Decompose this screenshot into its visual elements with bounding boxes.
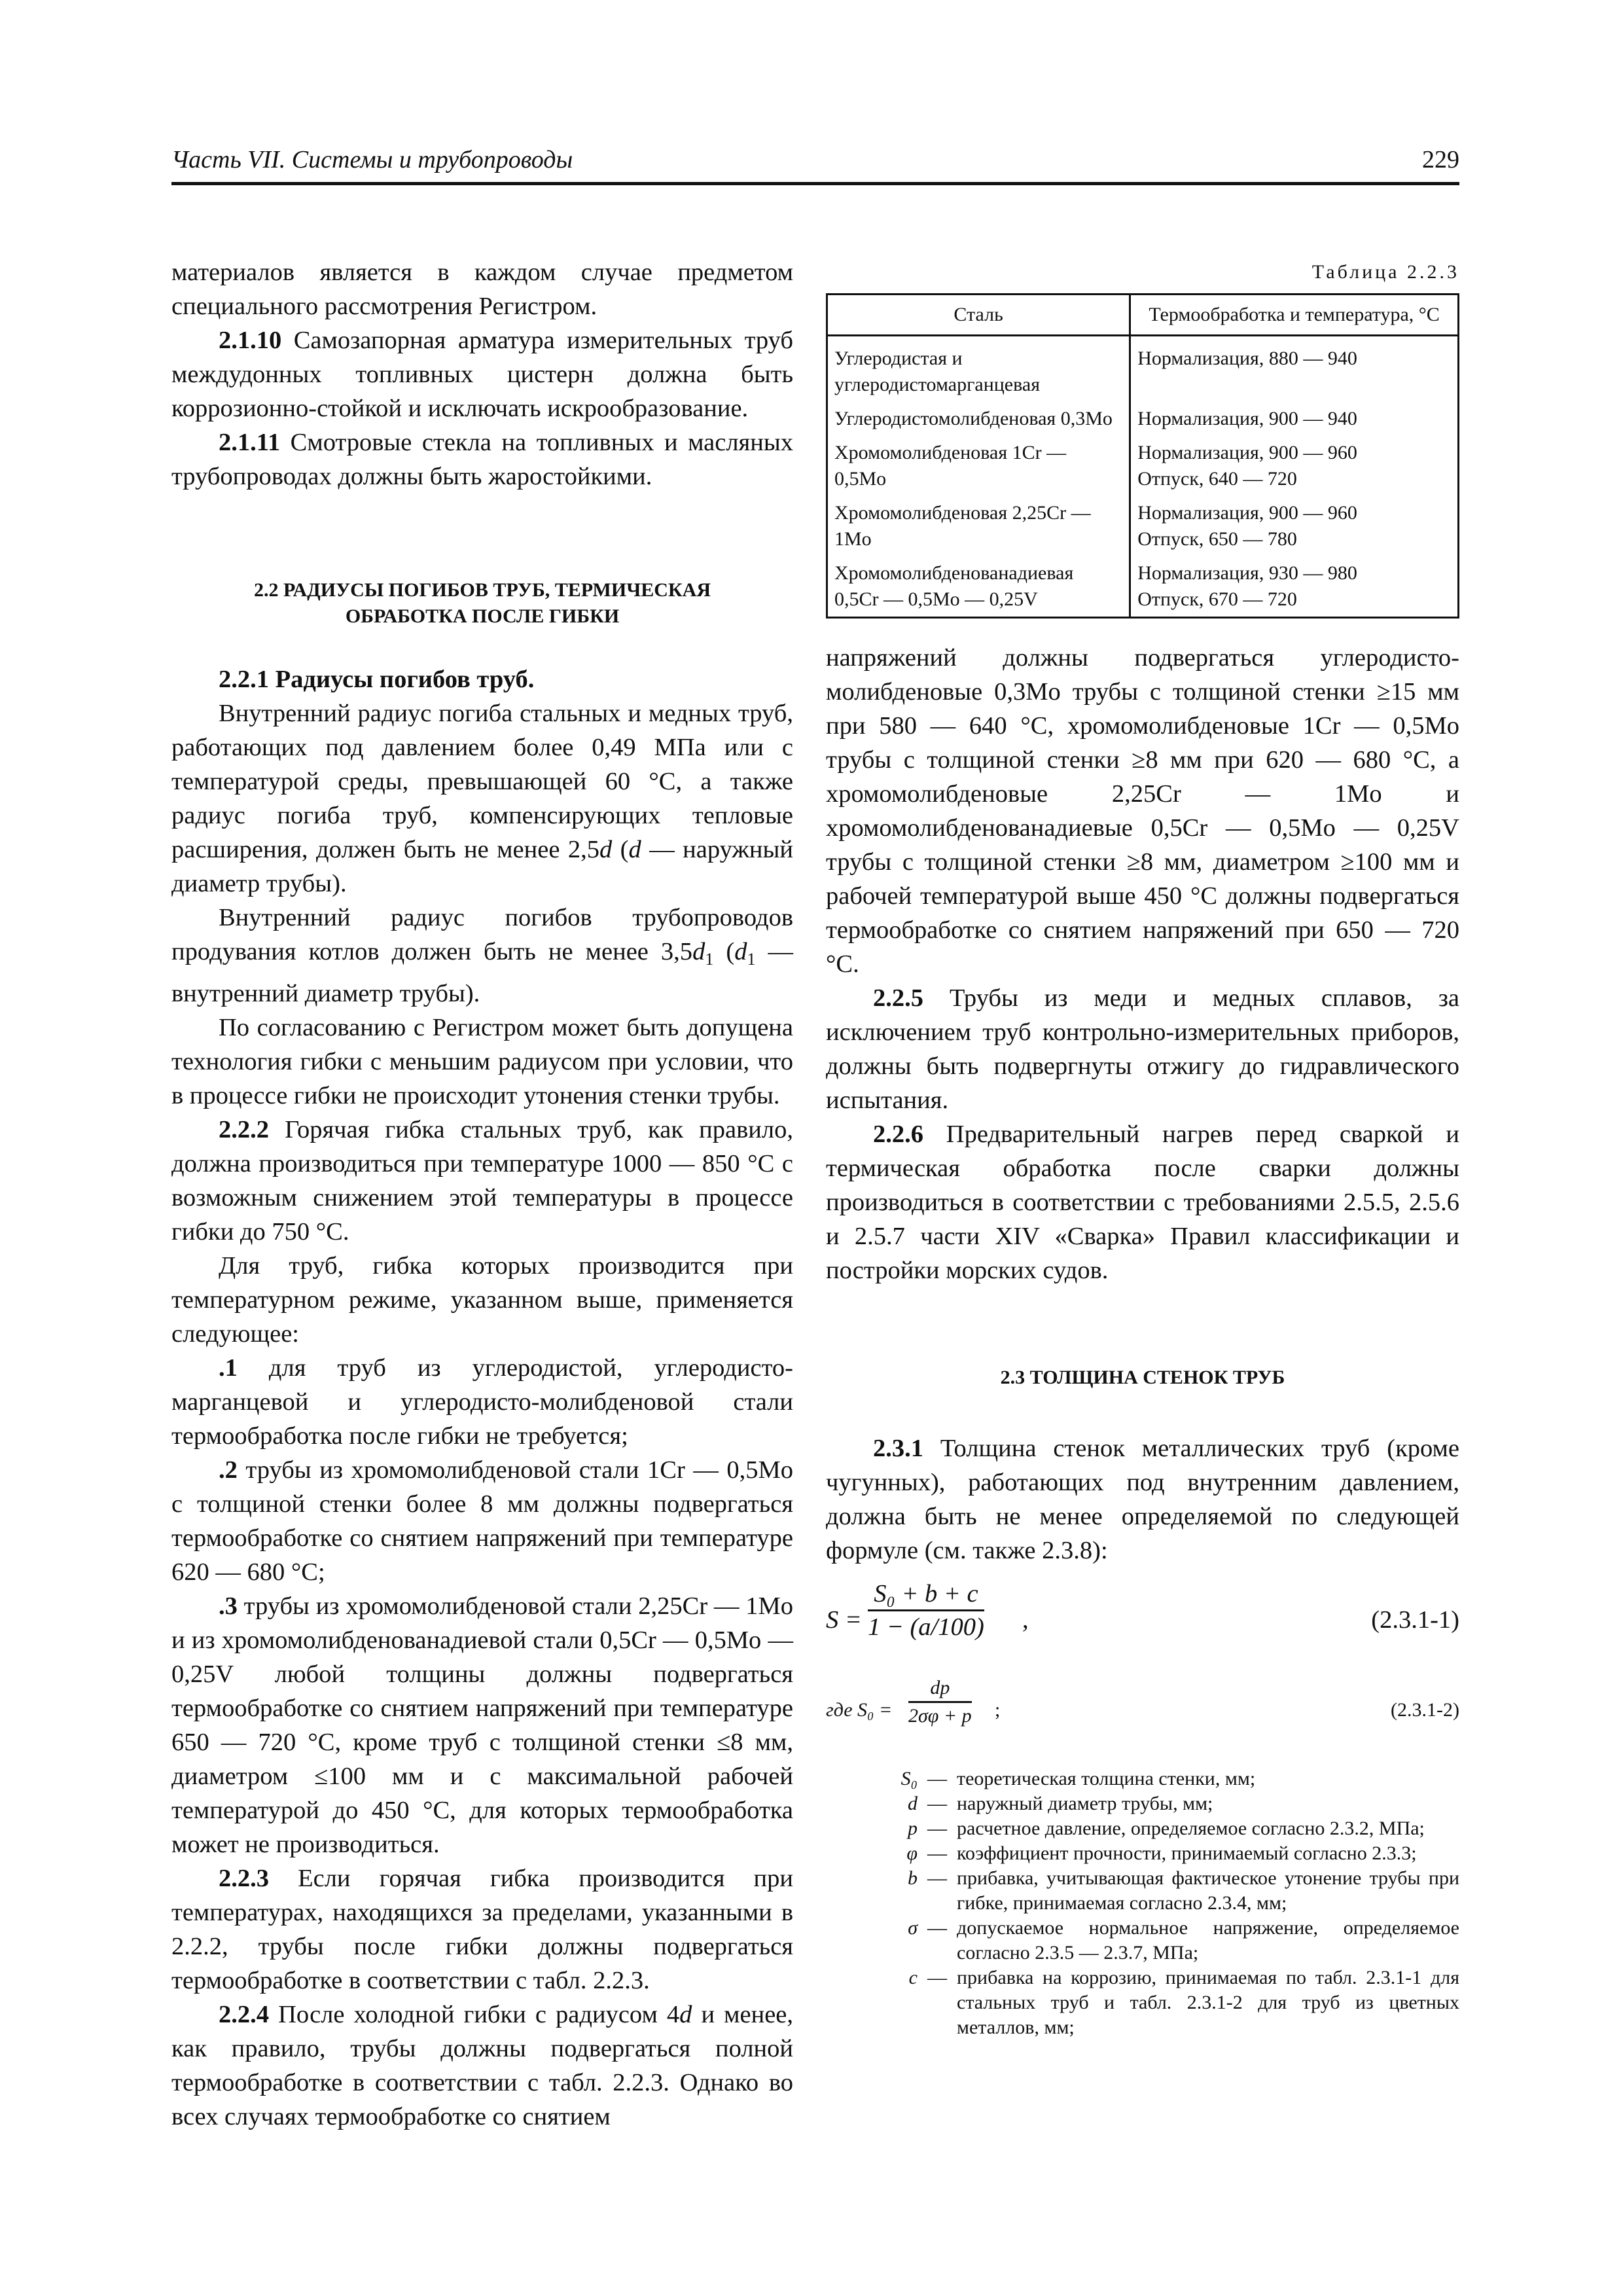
- table-cell: Углеродистая и углеродистомарганцевая: [827, 336, 1130, 403]
- item-text: для труб из углеродистой, углеродисто-марганцевой и углеродисто-молибденовой стали термообработка после гибки не требуется;: [171, 1354, 793, 1450]
- section-heading: 2.3 ТОЛЩИНА СТЕНОК ТРУБ: [1000, 1367, 1285, 1388]
- legend-dash: —: [927, 1768, 947, 1789]
- text: Внутренний радиус погиба стальных и медных труб, работающих под давлением более 0,49 МПа или с температурой среды, превышающей 60 °С, а также радиус погиба труб, компенсирующих тепловые расширения, должен быть не менее 2,5: [171, 700, 793, 863]
- table-cell: Нормализация, 880 — 940: [1130, 336, 1459, 403]
- item-number: .2: [219, 1456, 238, 1484]
- page-number: 229: [1422, 146, 1459, 173]
- symbol: d: [734, 938, 747, 965]
- legend-row: [826, 1965, 1459, 2040]
- legend-text: наружный диаметр трубы, мм;: [957, 1793, 1213, 1814]
- table-cell: [1130, 556, 1459, 618]
- item-text: трубы из хромомолибденовой стали 1Cr — 0,5Mo с толщиной стенки более 8 мм должны подвергаться термообработке со снятием напряжений при температуре 620 — 680 °С;: [171, 1456, 793, 1586]
- legend-dash: —: [927, 1793, 947, 1814]
- symbol-legend: [826, 1767, 1459, 2040]
- table-row: [827, 436, 1459, 496]
- table-cell: Нормализация, 900 — 940: [1130, 402, 1459, 436]
- table-cell: Хромомолибденовая 1Cr — 0,5Mo: [827, 436, 1130, 496]
- clause-number: 2.3.1: [873, 1435, 923, 1462]
- legend-dash: —: [927, 1867, 947, 1889]
- table-row: [827, 402, 1459, 436]
- legend-text: теоретическая толщина стенки, мм;: [957, 1768, 1256, 1789]
- heat-treatment-table: [826, 293, 1459, 619]
- clause-text: Предварительный нагрев перед сваркой и термическая обработка после сварки должны производиться в соответствии с требованиями 2.5.5, 2.5.6 и 2.5.7 части XIV «Сварка» Правил классификации и постройки морских судов.: [826, 1121, 1459, 1284]
- paragraph: [171, 901, 793, 1011]
- clause-number: 2.2.6: [873, 1121, 923, 1148]
- legend-text: прибавка на коррозию, принимаемая по табл. 2.3.1-1 для стальных труб и табл. 2.3.1-2 для труб из цветных металлов, мм;: [957, 1967, 1459, 2038]
- list-item: [171, 1589, 793, 1861]
- clause-text: Трубы из меди и медных сплавов, за исключением труб контрольно-измерительных приборов, должны быть подвергнуты отжигу до гидравлического испытания.: [826, 984, 1459, 1114]
- legend-row: [826, 1841, 1459, 1866]
- clause-text: Горячая гибка стальных труб, как правило, должна производиться при температуре 1000 — 850 °С с возможным снижением этой температуры в процессе гибки до 750 °С.: [171, 1116, 793, 1246]
- subsection-heading: [171, 662, 793, 696]
- table-cell: Хромомолибденовая 2,25Cr — 1Mo: [827, 496, 1130, 556]
- paragraph: [826, 981, 1459, 1117]
- table-header-treatment: Термообработка и температура, °С: [1130, 295, 1459, 336]
- left-column: [171, 255, 793, 2134]
- legend-row: [826, 1767, 1459, 1791]
- cell-line: Нормализация, 900 — 960: [1137, 442, 1357, 463]
- legend-dash: —: [927, 1818, 947, 1839]
- right-column: [826, 255, 1459, 2040]
- legend-symbol: b: [908, 1867, 918, 1889]
- clause-text: Если горячая гибка производится при температурах, находящихся за пределами, указанными в 2.2.2, трубы после гибки должны подвергаться термообработке в соответствии с табл. 2.2.3.: [171, 1865, 793, 1994]
- legend-symbol: c: [908, 1967, 918, 1988]
- text: (: [612, 836, 629, 863]
- symbol: d: [628, 836, 641, 863]
- text: (: [713, 938, 735, 965]
- clause-number: 2.2.4: [219, 2001, 269, 2028]
- paragraph: По согласованию с Регистром может быть допущена технология гибки с меньшим радиусом при условии, что в процессе гибки не происходит утонения стенки трубы.: [171, 1014, 793, 1109]
- item-number: .1: [219, 1354, 238, 1382]
- legend-symbol: d: [908, 1793, 918, 1814]
- table-cell: [1130, 496, 1459, 556]
- table-cell: [1130, 436, 1459, 496]
- legend-symbol: p: [908, 1818, 918, 1839]
- legend-symbol: φ: [906, 1842, 918, 1864]
- clause-number: 2.1.10: [219, 327, 282, 354]
- legend-text: прибавка, учитывающая фактическое утонение трубы при гибке, принимаемая согласно 2.3.4, мм;: [957, 1867, 1459, 1914]
- list-item: [171, 1453, 793, 1589]
- symbol: d: [692, 938, 705, 965]
- symbol: d: [599, 836, 613, 863]
- table-caption: Таблица 2.2.3: [1311, 261, 1459, 283]
- formula-lhs: где S₀ =: [826, 1699, 893, 1721]
- clause-number: 2.2.3: [219, 1865, 269, 1892]
- paragraph: [171, 1861, 793, 1998]
- formula-2-3-1-2: [826, 1675, 1459, 1747]
- legend-text: допускаемое нормальное напряжение, определяемое согласно 2.3.5 — 2.3.7, МПа;: [957, 1917, 1459, 1964]
- legend-dash: —: [927, 1967, 947, 1988]
- equation-number: (2.3.1-1): [1371, 1606, 1459, 1634]
- paragraph: [826, 1117, 1459, 1287]
- cell-line: Нормализация, 930 — 980: [1137, 562, 1357, 584]
- formula-2-3-1-1: [826, 1578, 1459, 1663]
- text: и менее, как правило, трубы должны подвергаться полной термообработке в соответствии с табл. 2.2.3. Однако во всех случаях термообработке со снятием: [171, 2001, 793, 2130]
- cell-line: Нормализация, 900 — 960: [1137, 502, 1357, 524]
- clause-number: 2.2.2: [219, 1116, 269, 1143]
- text: Внутренний радиус погибов трубопроводов продувания котлов должен быть не менее 3,5: [171, 904, 793, 965]
- formula-tail: ;: [995, 1699, 1001, 1721]
- legend-row: [826, 1916, 1459, 1965]
- legend-row: [826, 1791, 1459, 1816]
- fraction-numerator: dp: [908, 1675, 972, 1703]
- text: — наружный диаметр трубы).: [171, 836, 793, 897]
- formula-lhs: S =: [826, 1606, 862, 1634]
- legend-dash: —: [927, 1842, 947, 1864]
- formula-fraction: [908, 1675, 972, 1729]
- paragraph: [826, 1431, 1459, 1568]
- legend-symbol: σ: [908, 1917, 918, 1939]
- paragraph: [171, 425, 793, 493]
- equation-number: (2.3.1-2): [1391, 1699, 1459, 1721]
- legend-text: расчетное давление, определяемое согласно 2.3.2, МПа;: [957, 1818, 1425, 1839]
- clause-number: 2.2.5: [873, 984, 923, 1012]
- paragraph: [171, 323, 793, 425]
- item-number: .3: [219, 1592, 238, 1620]
- subsection-title: 2.2.1 Радиусы погибов труб.: [219, 666, 535, 693]
- text: — внутренний диаметр трубы).: [171, 938, 794, 1007]
- cell-line: Отпуск, 650 — 780: [1137, 528, 1297, 550]
- page-header: [171, 143, 1459, 185]
- text: После холодной гибки с радиусом 4: [269, 2001, 680, 2028]
- table-row: [827, 496, 1459, 556]
- clause-text: Самозапорная арматура измерительных труб междудонных топливных цистерн должна быть коррозионно-стойкой и исключать искрообразование.: [171, 327, 793, 422]
- fraction-denominator: 2σφ + p: [908, 1705, 972, 1727]
- clause-number: 2.1.11: [219, 429, 281, 456]
- item-text: трубы из хромомолибденовой стали 2,25Cr — 1Mo и из хромомолибденованадиевой стали 0,5Cr — 0,5Mo — 0,25V любой толщины должны подвергаться термообработке со снятием напряжений при температуре 650 — 720 °С, кроме труб с толщиной стенки ≤8 мм, диаметром ≤100 мм и с максимальной рабочей температурой до 450 °С, для которых термообработка может не производиться.: [171, 1592, 793, 1858]
- table-header-steel: Сталь: [827, 295, 1130, 336]
- paragraph: Для труб, гибка которых производится при температурном режиме, указанном выше, применяется следующее:: [171, 1252, 793, 1348]
- table-row: [827, 556, 1459, 618]
- running-title: Часть VII. Системы и трубопроводы: [171, 146, 573, 173]
- paragraph: [171, 1998, 793, 2134]
- table-row: [827, 336, 1459, 403]
- fraction-denominator: 1 − (a/100): [868, 1613, 984, 1641]
- legend-row: [826, 1866, 1459, 1916]
- section-heading: 2.2 РАДИУСЫ ПОГИБОВ ТРУБ, ТЕРМИЧЕСКАЯ ОБРАБОТКА ПОСЛЕ ГИБКИ: [254, 579, 711, 627]
- paragraph: напряжений должны подвергаться углеродисто-молибденовые 0,3Mo трубы с толщиной стенки ≥15 мм при 580 — 640 °С, хромомолибденовые 1Cr — 0,5Mo трубы с толщиной стенки ≥8 мм при 620 — 680 °С, а хромомолибденовые 2,25Cr — 1Mo и хромомолибденованадиевые 0,5Cr — 0,5Mo — 0,25V трубы с толщиной стенки ≥8 мм, диаметром ≥100 мм и рабочей температурой выше 450 °С должны подвергаться термообработке со снятием напряжений при 650 — 720 °С.: [826, 644, 1459, 978]
- subscript: 1: [705, 950, 714, 969]
- formula-fraction: [868, 1578, 984, 1643]
- legend-text: коэффициент прочности, принимаемый согласно 2.3.3;: [957, 1842, 1417, 1864]
- symbol: d: [679, 2001, 692, 2028]
- paragraph: материалов является в каждом случае предметом специального рассмотрения Регистром.: [171, 259, 793, 320]
- subscript: 1: [747, 950, 756, 969]
- paragraph: [171, 696, 793, 901]
- legend-row: [826, 1816, 1459, 1841]
- table-cell: Хромомолибденованадиевая 0,5Cr — 0,5Mo — 0,25V: [827, 556, 1130, 618]
- fraction-numerator: S₀ + b + c: [868, 1578, 984, 1611]
- list-item: [171, 1351, 793, 1453]
- clause-text: Толщина стенок металлических труб (кроме чугунных), работающих под внутренним давлением, должна быть не менее определяемой по следующей формуле (см. также 2.3.8):: [826, 1435, 1459, 1564]
- legend-dash: —: [927, 1917, 947, 1939]
- paragraph: [171, 1113, 793, 1249]
- cell-line: Отпуск, 640 — 720: [1137, 468, 1297, 490]
- cell-line: Отпуск, 670 — 720: [1137, 588, 1297, 610]
- clause-text: Смотровые стекла на топливных и масляных трубопроводах должны быть жаростойкими.: [171, 429, 793, 490]
- legend-symbol: S₀: [901, 1768, 918, 1789]
- table-cell: Углеродистомолибденовая 0,3Mo: [827, 402, 1130, 436]
- formula-tail: ,: [1022, 1606, 1029, 1634]
